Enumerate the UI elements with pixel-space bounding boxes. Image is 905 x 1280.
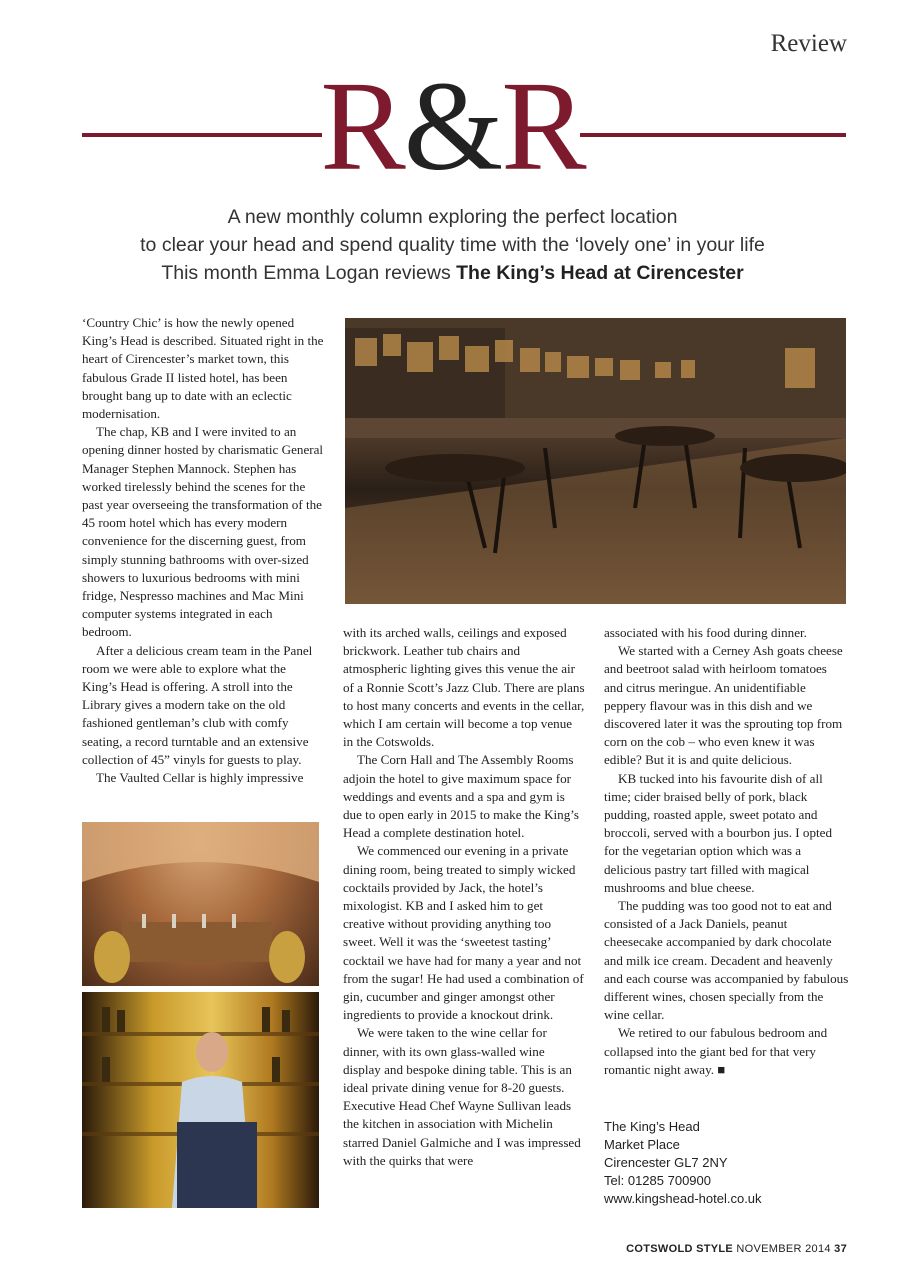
bar-photo-illustration xyxy=(82,992,319,1208)
paragraph: The pudding was too good not to eat and consisted of a Jack Daniels, peanut cheesecake accompanied by dark chocolate and milk ice cream. Decadent and heavenly and each course was accompanied by fabulous different wines, chosen specially from the wine cellar. xyxy=(604,898,849,1023)
paragraph: ‘Country Chic’ is how the newly opened King’s Head is described. Situated right in the heart of Cirencester’s market town, this fabulous Grade II listed hotel, has been brought bang up to date with an eclectic modernisation. xyxy=(82,315,324,422)
restaurant-photo xyxy=(345,318,846,604)
intro-line-1: A new monthly column exploring the perfect location xyxy=(227,206,678,228)
paragraph: associated with his food during dinner. xyxy=(604,625,807,640)
paragraph: with its arched walls, ceilings and exposed brickwork. Leather tub chairs and atmospheric lighting gives this venue the air of a Ronnie Scott’s Jazz Club. There are plans to host many concerts and events in the cellar, which I am certain will become a top venue in the Cotswolds. xyxy=(343,625,585,750)
venue-name: The King’s Head xyxy=(604,1119,700,1134)
masthead-r1: R xyxy=(320,55,404,197)
paragraph: We started with a Cerney Ash goats cheese and beetroot salad with heirloom tomatoes and citrus meringue. An unidentifiable peppery flavour was in this dish and we discovered later it was the sprouting top from corn on the cob – who even knew it was edible? But it is and quite delicious. xyxy=(604,643,843,768)
intro-standfirst xyxy=(0,203,905,287)
mixologist-photo xyxy=(82,992,319,1208)
paragraph: KB tucked into his favourite dish of all time; cider braised belly of pork, black pudding, roasted apple, sweet potato and broccoli, served with a bourbon jus. I opted for the vegetarian option which was a delicious pastry tart filled with magical mushrooms and blue cheese. xyxy=(604,770,832,895)
restaurant-photo-illustration xyxy=(345,318,846,604)
vaulted-cellar-photo xyxy=(82,822,319,986)
article-column-2 xyxy=(343,624,585,1170)
intro-venue-name: The King’s Head at Cirencester xyxy=(456,262,744,284)
cellar-photo-illustration xyxy=(82,822,319,986)
paragraph: We retired to our fabulous bedroom and collapsed into the giant bed for that very romantic night away. ■ xyxy=(604,1025,828,1077)
paragraph: We were taken to the wine cellar for dinner, with its own glass-walled wine display and bespoke dining table. This is an ideal private dining venue for 8-20 guests. Executive Head Chef Wayne Sullivan leads the kitchen in association with Michelin starred Daniel Galmiche and I was impressed with the quirks that were xyxy=(343,1025,581,1168)
article-column-1 xyxy=(82,314,324,787)
page-footer xyxy=(626,1243,847,1255)
intro-line-3 xyxy=(0,259,905,287)
paragraph: After a delicious cream team in the Panel room we were able to explore what the King’s Head is offering. A stroll into the Library gives a modern take on the old fashioned gentleman’s club with comfy seating, a record turntable and an extensive collection of 45” vinyls for guests to play. xyxy=(82,642,313,767)
masthead-amp: & xyxy=(403,55,502,197)
article-column-3 xyxy=(604,624,849,1079)
footer-magazine: COTSWOLD STYLE xyxy=(626,1243,734,1255)
paragraph: The Vaulted Cellar is highly impressive xyxy=(96,770,304,786)
footer-page-number: 37 xyxy=(834,1243,847,1255)
footer-issue: NOVEMBER 2014 xyxy=(736,1243,831,1255)
intro-line-2: to clear your head and spend quality time with the ‘lovely one’ in your life xyxy=(140,234,765,256)
venue-website[interactable]: www.kingshead-hotel.co.uk xyxy=(604,1191,762,1206)
paragraph: The chap, KB and I were invited to an opening dinner hosted by charismatic General Manager Stephen Mannock. Stephen has worked tirelessly behind the scenes for the past year overseeing the transformation of the 45 room hotel which has every modern convenience for the discerning guest, from simply stunning bathrooms with over-sized showers to luxurious bedrooms with mini fridge, Nespresso machines and Mac Mini computer systems integrated in each bedroom. xyxy=(82,424,324,640)
section-label: Review xyxy=(770,30,847,57)
venue-street: Market Place xyxy=(604,1137,680,1152)
intro-line-3-prefix: This month Emma Logan reviews xyxy=(161,262,457,284)
paragraph: The Corn Hall and The Assembly Rooms adjoin the hotel to give maximum space for weddings and events and a spa and gym is due to open early in 2015 to make the King’s Head a complete destination hotel. xyxy=(343,752,580,841)
paragraph: We commenced our evening in a private dining room, being treated to simply wicked cocktails provided by Jack, the hotel’s mixologist. KB and I asked him to get creative without providing anything too sweet. Well it was the ‘sweetest tasting’ cocktail we have had for many a year and not from the sugar! He had used a combination of gin, cucumber and ginger amongst other ingredients to provide a knockout drink. xyxy=(343,843,584,1023)
venue-phone: Tel: 01285 700900 xyxy=(604,1173,711,1188)
masthead-title xyxy=(0,55,905,197)
venue-contact-block xyxy=(604,1118,762,1208)
venue-town: Cirencester GL7 2NY xyxy=(604,1155,728,1170)
masthead-r2: R xyxy=(501,55,585,197)
